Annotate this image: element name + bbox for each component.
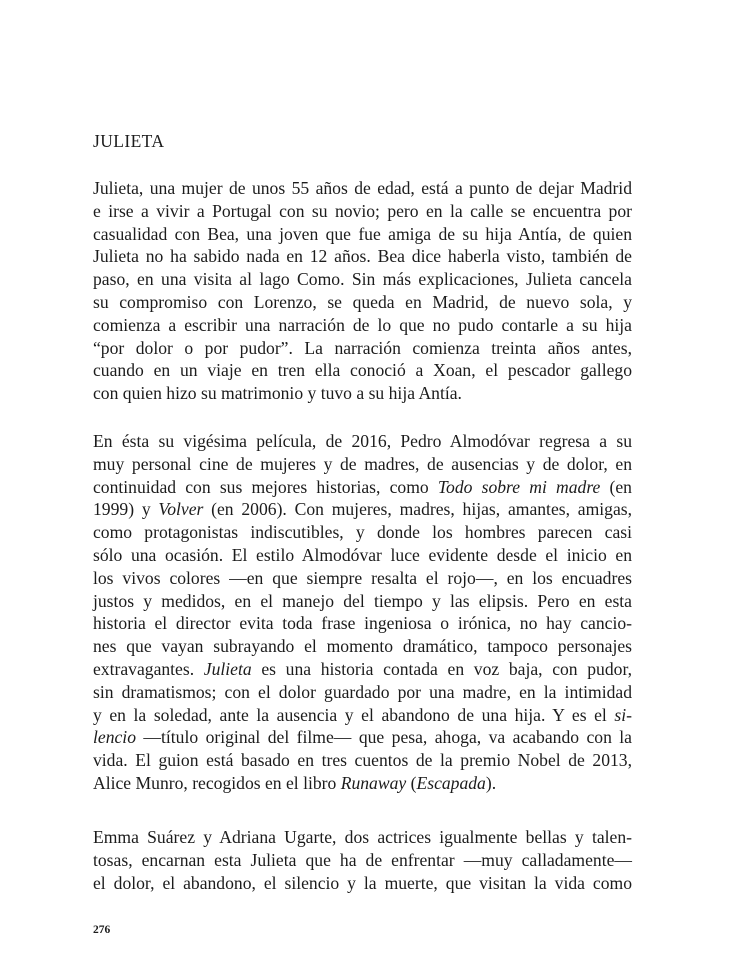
text-line: 1999) y Volver (en 2006). Con mujeres, madres, hijas, amantes, amigas, [93, 499, 633, 520]
text-line: paso, en una visita al lago Como. Sin más explicaciones, Julieta cancela [93, 269, 632, 290]
text-line: continuidad con sus mejores historias, como Todo sobre mi madre (en [93, 476, 632, 497]
text-line: sólo una ocasión. El estilo Almodóvar luce evidente desde el inicio en [93, 544, 632, 565]
paragraph-cast [93, 826, 632, 894]
text-line: con quien hizo su matrimonio y tuvo a su hija Antía. [93, 383, 462, 404]
text-line: lencio —título original del filme— que pesa, ahoga, va acabando con la [93, 727, 632, 748]
text-line: e irse a vivir a Portugal con su novio; pero en la calle se encuentra por [93, 200, 632, 221]
paragraph-synopsis [93, 177, 632, 405]
text-line: nes que vayan subrayando el momento dramático, tampoco personajes [93, 636, 632, 657]
text-line: vida. El guion está basado en tres cuentos de la premio Nobel de 2013, [93, 750, 632, 771]
text-line: los vivos colores —en que siempre resalta el rojo—, en los encuadres [93, 567, 632, 588]
text-line: su compromiso con Lorenzo, se queda en Madrid, de nuevo sola, y [93, 291, 632, 312]
text-line: En ésta su vigésima película, de 2016, Pedro Almodóvar regresa a su [93, 431, 632, 451]
text-line: el dolor, el abandono, el silencio y la muerte, que visitan la vida como [93, 872, 632, 893]
text-line: como protagonistas indiscutibles, y donde los hombres parecen casi [93, 522, 632, 543]
text-line: tosas, encarnan esta Julieta que ha de enfrentar —muy calladamente— [93, 849, 632, 870]
text-line: comienza a escribir una narración de lo que no pudo contarle a su hija [93, 314, 632, 335]
text-line: extravagantes. Julieta es una historia contada en voz baja, con pudor, [93, 658, 632, 679]
text-line: sin dramatismos; con el dolor guardado por una madre, en la intimidad [93, 681, 632, 702]
text-line: casualidad con Bea, una joven que fue amiga de su hija Antía, de quien [93, 223, 632, 244]
paragraph-review [93, 430, 632, 795]
chapter-title: JULIETA [93, 131, 165, 151]
text-line: Julieta, una mujer de unos 55 años de edad, está a punto de dejar Madrid [93, 178, 632, 198]
text-line: justos y medidos, en el manejo del tiempo y las elipsis. Pero en esta [93, 590, 632, 611]
text-line: Julieta no ha sabido nada en 12 años. Bea dice haberla visto, también de [93, 246, 632, 267]
text-line: “por dolor o por pudor”. La narración comienza treinta años antes, [93, 337, 632, 358]
text-line: Alice Munro, recogidos en el libro Runaway (Escapada). [93, 772, 497, 793]
text-line: historia el director evita toda frase ingeniosa o irónica, no hay cancio- [93, 613, 632, 634]
text-line: cuando en un viaje en tren ella conoció a Xoan, el pescador gallego [93, 360, 632, 381]
text-line: Emma Suárez y Adriana Ugarte, dos actrices igualmente bellas y talen- [93, 827, 632, 847]
page-number: 276 [93, 924, 111, 936]
text-line: y en la soledad, ante la ausencia y el abandono de una hija. Y es el si- [93, 704, 632, 725]
text-line: muy personal cine de mujeres y de madres, de ausencias y de dolor, en [93, 453, 632, 474]
